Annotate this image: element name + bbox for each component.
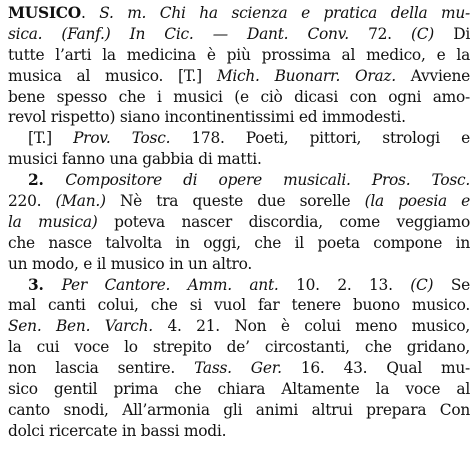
italic-text: (Man.) (55, 192, 106, 211)
text-run: musica al musico. [T.] (8, 66, 217, 85)
italic-text: (la poesia e (364, 192, 470, 211)
text-line (8, 275, 470, 296)
text-line (8, 400, 470, 421)
italic-text: la musica) (8, 212, 98, 231)
text-run: canto snodi, All’armonia gli animi altrui prepara Con (8, 400, 470, 419)
text-line (8, 24, 470, 45)
italic-text: (C) (410, 275, 434, 294)
italic-text: S. m. Chi ha scienza e pratica della mu- (99, 4, 470, 22)
text-run: Se (433, 275, 471, 294)
italic-text: Sen. Ben. Varch. (8, 317, 153, 336)
text-line (8, 149, 470, 170)
text-line (8, 191, 470, 212)
text-line (8, 212, 470, 233)
text-run: 3. (28, 275, 62, 294)
text-run: 10. 2. 13. (278, 275, 411, 294)
text-run: Di (434, 24, 471, 43)
italic-text: (C) (411, 24, 435, 43)
dictionary-entry (8, 3, 470, 442)
text-run: la cui voce lo strepito de’ circostanti, che gridano, (8, 338, 470, 357)
text-line (8, 316, 470, 337)
text-run: dolci ricercate in bassi modi. (8, 421, 227, 440)
italic-text: Mich. Buonarr. Oraz. (216, 66, 396, 85)
italic-text: Compositore di opere musicali. Pros. Tosc. (65, 171, 470, 190)
text-line (8, 170, 470, 191)
text-run: 220. (8, 192, 56, 211)
text-run: 4. 21. Non è colui meno musico, (152, 317, 470, 336)
text-line (8, 3, 470, 24)
text-line (8, 337, 470, 358)
text-run: Nè tra queste due sorelle (105, 192, 365, 211)
text-run: 16. 43. Qual mu- (281, 359, 470, 378)
italic-text: Prov. Tosc. (73, 129, 171, 148)
italic-text: Per Cantore. Amm. ant. (61, 275, 279, 294)
text-run: un modo, e il musico in un altro. (8, 254, 253, 273)
headword: MUSICO (8, 4, 81, 22)
text-run: sico gentil prima che chiara Altamente la voce al (8, 380, 470, 399)
text-run: 2. (28, 171, 66, 190)
text-line (8, 45, 470, 66)
text-run: 72. (348, 24, 412, 43)
text-line (8, 379, 470, 400)
text-run: non lascia sentire. (8, 359, 195, 378)
text-run: mal canti colui, che si vuol far tenere buono musico. (8, 296, 470, 315)
text-line (8, 87, 470, 108)
text-line (8, 358, 470, 379)
text-run: musici fanno una gabbia di matti. (8, 150, 262, 169)
text-line (8, 254, 470, 275)
text-line (8, 66, 470, 87)
text-run: . (80, 4, 100, 22)
text-run: Avviene (395, 66, 470, 85)
text-line (8, 233, 470, 254)
italic-text: Tass. Ger. (194, 359, 282, 378)
text-run: poteva nascer discordia, come veggiamo (97, 212, 471, 231)
text-run: revol rispetto) siano incontinentissimi ed immodesti. (8, 108, 406, 127)
italic-text: sica. (Fanf.) In Cic. — Dant. Conv. (8, 24, 349, 43)
text-run: 178. Poeti, pittori, strologi e (170, 129, 470, 148)
text-run: che nasce talvolta in oggi, che il poeta compone in (8, 233, 470, 252)
text-run: bene spesso che i musici (e ciò dicasi con ogni amo- (8, 87, 470, 106)
text-line (8, 421, 470, 442)
text-line (8, 128, 470, 149)
text-line (8, 295, 470, 316)
text-run: tutte l’arti la medicina è più prossima al medico, e la (8, 45, 470, 64)
text-run: [T.] (28, 129, 74, 148)
text-line (8, 107, 470, 128)
